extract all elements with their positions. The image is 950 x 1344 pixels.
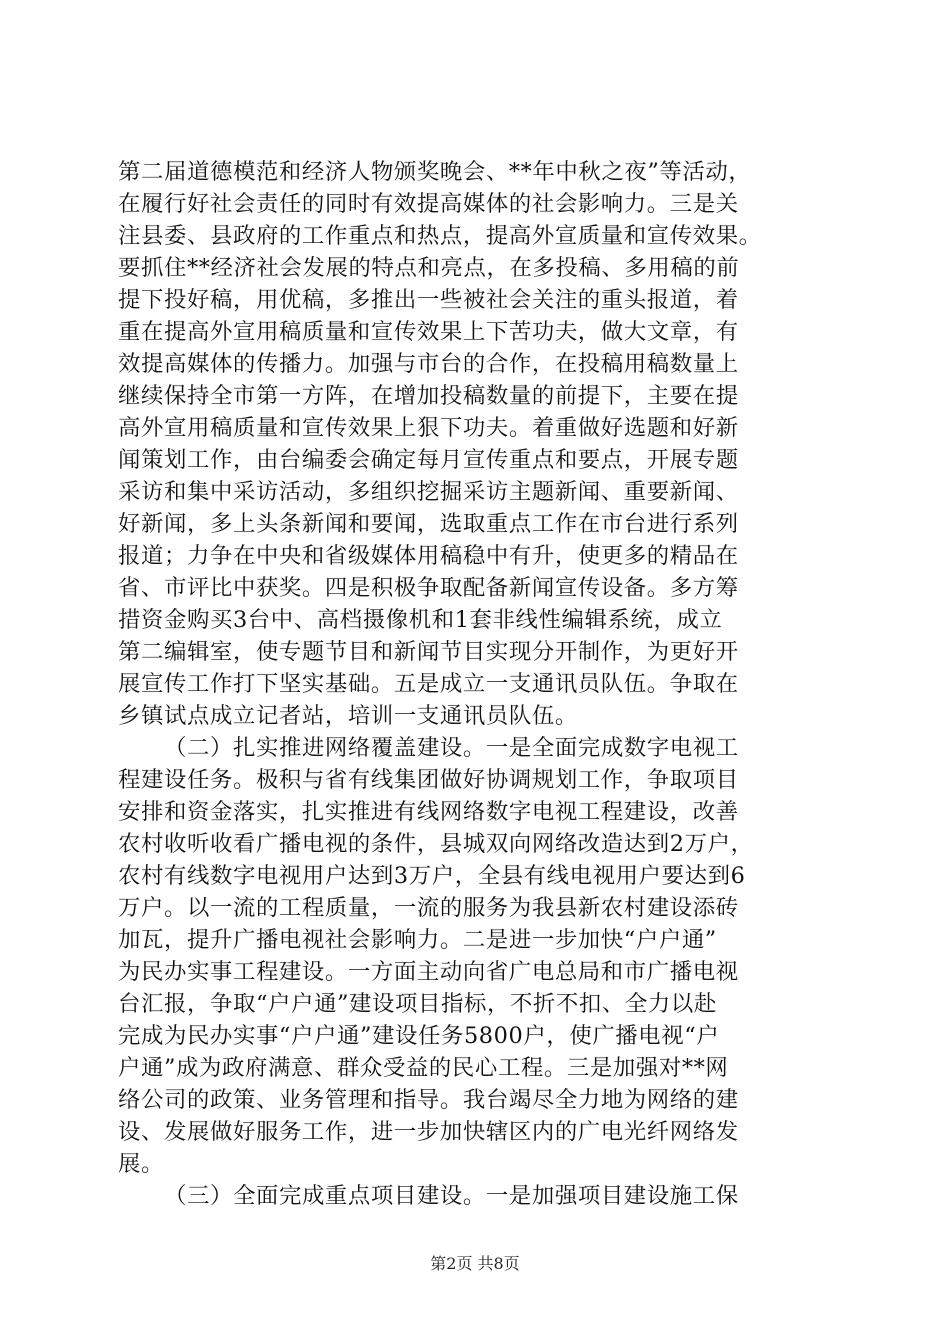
- text-line: 采访和集中采访活动，多组织挖掘采访主题新闻、重要新闻、: [118, 479, 739, 505]
- text-line: 农村有线数字电视用户达到3万户，全县有线电视用户要达到6: [118, 863, 746, 889]
- page-footer: 第2页 共8页: [430, 1254, 520, 1273]
- text-line: 提下投好稿，用优稿，多推出一些被社会关注的重头报道，着: [118, 287, 739, 313]
- text-line: （三）全面完成重点项目建设。一是加强项目建设施工保: [164, 1183, 739, 1209]
- text-line: 络公司的政策、业务管理和指导。我台竭尽全力地为网络的建: [118, 1087, 739, 1113]
- text-line: 展宣传工作打下坚实基础。五是成立一支通讯员队伍。争取在: [118, 671, 739, 697]
- text-line: 户通”成为政府满意、群众受益的民心工程。三是加强对**网: [118, 1055, 729, 1081]
- text-line: 为民办实事工程建设。一方面主动向省广电总局和市广播电视: [118, 959, 739, 985]
- text-line: 万户。以一流的工程质量，一流的服务为我县新农村建设添砖: [118, 895, 739, 921]
- text-line: 措资金购买3台中、高档摄像机和1套非线性编辑系统，成立: [118, 607, 723, 633]
- text-line: 展。: [118, 1151, 164, 1177]
- text-line: 第二届道德模范和经济人物颁奖晚会、**年中秋之夜”等活动，: [118, 159, 752, 185]
- text-line: 好新闻，多上头条新闻和要闻，选取重点工作在市台进行系列: [118, 511, 739, 537]
- text-line: 高外宣用稿质量和宣传效果上狠下功夫。着重做好选题和好新: [118, 415, 739, 441]
- text-line: 在履行好社会责任的同时有效提高媒体的社会影响力。三是关: [118, 191, 739, 217]
- text-line: 要抓住**经济社会发展的特点和亮点，在多投稿、多用稿的前: [118, 255, 740, 281]
- text-line: 注县委、县政府的工作重点和热点，提高外宣质量和宣传效果。: [118, 223, 762, 249]
- text-line: 效提高媒体的传播力。加强与市台的合作，在投稿用稿数量上: [118, 351, 739, 377]
- text-line: 重在提高外宣用稿质量和宣传效果上下苦功夫，做大文章，有: [118, 319, 739, 345]
- text-line: 设、发展做好服务工作，进一步加快辖区内的广电光纤网络发: [118, 1119, 739, 1145]
- text-line: 加瓦，提升广播电视社会影响力。二是进一步加快“户户通”: [118, 927, 717, 953]
- text-line: （二）扎实推进网络覆盖建设。一是全面完成数字电视工: [164, 735, 739, 761]
- text-line: 程建设任务。极积与省有线集团做好协调规划工作，争取项目: [118, 767, 739, 793]
- text-line: 继续保持全市第一方阵，在增加投稿数量的前提下，主要在提: [118, 383, 739, 409]
- text-line: 农村收听收看广播电视的条件，县城双向网络改造达到2万户，: [118, 831, 754, 857]
- body-text: [118, 156, 838, 1212]
- text-line: 省、市评比中获奖。四是积极争取配备新闻宣传设备。多方筹: [118, 575, 739, 601]
- text-line: 台汇报，争取“户户通”建设项目指标，不折不扣、全力以赴: [118, 991, 717, 1017]
- text-line: 报道；力争在中央和省级媒体用稿稳中有升，使更多的精品在: [118, 543, 739, 569]
- text-line: 乡镇试点成立记者站，培训一支通讯员队伍。: [118, 703, 578, 729]
- text-line: 闻策划工作，由台编委会确定每月宣传重点和要点，开展专题: [118, 447, 739, 473]
- text-line: 安排和资金落实，扎实推进有线网络数字电视工程建设，改善: [118, 799, 739, 825]
- text-line: 第二编辑室，使专题节目和新闻节目实现分开制作，为更好开: [118, 639, 739, 665]
- text-line: 完成为民办实事“户户通”建设任务5800户，使广播电视“户: [118, 1023, 720, 1049]
